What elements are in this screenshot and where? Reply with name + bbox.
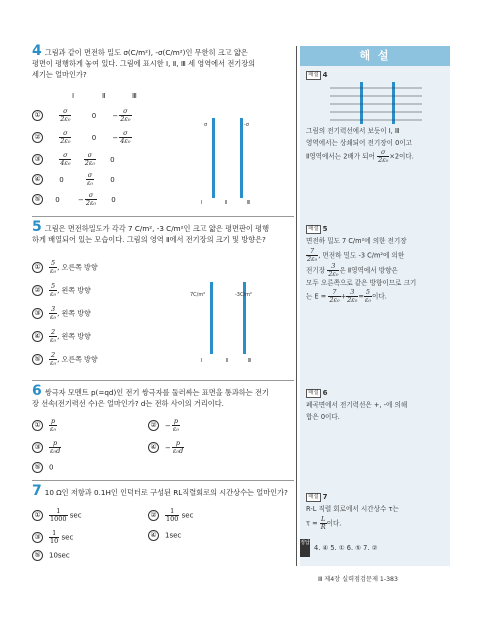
question-5-text: 5 그림은 면전하밀도가 각각 7 C/m², -3 C/m²인 크고 얇은 평면판이 평행 하게 배열되어 있는 모습이다. 그림의 영역 Ⅱ에서 전기장의 크기 및 방향은? bbox=[32, 219, 270, 244]
q6-choice-5[interactable]: ⑤ 0 bbox=[32, 462, 53, 473]
q4-choice-1[interactable]: ① $\frac{\sigma}{\text{2ε₀}}$ 0 − $\frac{\sigma}{\text{2ε₀}}$ bbox=[32, 108, 132, 123]
question-number: 4 bbox=[32, 43, 42, 59]
q6-choice-3[interactable]: ③ $\frac{p}{\text{ε₀d}}$ bbox=[32, 440, 61, 455]
col-header-3: Ⅲ bbox=[132, 92, 137, 100]
q7-choice-4[interactable]: ④ 1sec bbox=[148, 530, 181, 541]
q5-choice-3[interactable]: ③ $\frac{3}{\text{ε₀}}$ , 왼쪽 방향 bbox=[32, 306, 91, 321]
q7-choice-2[interactable]: ② $\frac{1}{100}$ sec bbox=[148, 508, 193, 523]
q4-choice-3[interactable]: ③ $\frac{\sigma}{\text{4ε₀}}$ $\frac{\sigma}{\text{2ε₀}}$ 0 bbox=[32, 152, 115, 167]
q4-choice-4[interactable]: ④ 0 $\frac{\sigma}{\text{ε₀}}$ 0 bbox=[32, 172, 115, 187]
region-label-3: Ⅲ bbox=[247, 200, 251, 206]
q7-choice-5[interactable]: ⑤ 10sec bbox=[32, 550, 70, 561]
divider bbox=[32, 480, 294, 481]
solutions-column bbox=[300, 46, 450, 566]
questions-column bbox=[32, 43, 294, 566]
column-divider bbox=[296, 46, 297, 566]
question-7-text: 7 10 Ω인 저항과 0.1H인 인덕터로 구성된 RL직렬회로의 시간상수는 얼마인가? bbox=[32, 483, 288, 499]
q6-choice-4[interactable]: ④ − $\frac{p}{\text{ε₀d}}$ bbox=[148, 440, 184, 455]
question-4 bbox=[32, 43, 294, 80]
divider bbox=[32, 216, 294, 217]
q6-choice-1[interactable]: ① $\frac{p}{\text{ε₀}}$ bbox=[32, 418, 57, 433]
solution-4-text: 그림의 전기력선에서 보듯이 Ⅰ, Ⅲ 영역에서는 상쇄되어 전기장이 0이고 Ⅱ영역에서는 2배가 되어 $\frac{\sigma}{\text{2ε₀}}$ ×2이다. bbox=[306, 127, 414, 164]
answer-bar bbox=[300, 539, 450, 557]
positive-plate bbox=[212, 118, 215, 198]
plate-label-positive: σ bbox=[204, 122, 208, 128]
plate-label-7: 7C/m² bbox=[190, 292, 206, 298]
region-label-2: Ⅱ bbox=[226, 358, 229, 364]
divider bbox=[32, 380, 294, 381]
col-header-1: Ⅰ bbox=[72, 92, 75, 100]
solution-7: 해설 7 R-L 직렬 회로에서 시간상수 τ는 τ = $\frac{L}{R}$ 이다. bbox=[306, 493, 399, 531]
plate-label-negative: -σ bbox=[244, 122, 249, 128]
q5-choice-1[interactable]: ① $\frac{5}{\text{ε₀}}$ , 오른쪽 방향 bbox=[32, 260, 98, 275]
plate-7 bbox=[210, 282, 213, 354]
q7-choice-3[interactable]: ③ $\frac{1}{10}$ sec bbox=[32, 530, 73, 545]
solution-4: 해설 4 bbox=[308, 71, 328, 79]
page-footer: Ⅲ 제4장 실력점검문제 1-383 bbox=[318, 576, 398, 583]
q4-choice-2[interactable]: ② $\frac{\sigma}{\text{2ε₀}}$ 0 − $\frac{\sigma}{\text{4ε₀}}$ bbox=[32, 130, 132, 145]
question-5 bbox=[32, 219, 294, 245]
solution-6: 해설 6 폐곡면에서 전기력선은 +, -에 의해 합은 0이다. bbox=[306, 389, 408, 421]
solution-header: 해 설 bbox=[300, 46, 450, 66]
q6-choice-2[interactable]: ② − $\frac{p}{\text{ε₀}}$ bbox=[148, 418, 180, 433]
negative-plate bbox=[240, 118, 243, 198]
q5-choice-5[interactable]: ⑤ $\frac{2}{\text{ε₀}}$ , 오른쪽 방향 bbox=[32, 352, 98, 367]
question-4-text: 4 그림과 같이 면전하 밀도 σ(C/m²), -σ(C/m²)인 무한히 크고 얇은 평면이 평행하게 놓여 있다. 그림에 표시한 Ⅰ, Ⅱ, Ⅲ 세 영역에서 전기장의 세기는 얼마인가? bbox=[32, 43, 256, 79]
q5-choice-2[interactable]: ② $\frac{5}{\text{ε₀}}$ , 왼쪽 방향 bbox=[32, 283, 91, 298]
region-label-1: Ⅰ bbox=[201, 358, 203, 364]
region-label-3: Ⅲ bbox=[248, 358, 252, 364]
field-line-diagram bbox=[330, 82, 422, 124]
q7-choice-1[interactable]: ① $\frac{1}{1000}$ sec bbox=[32, 508, 82, 523]
col-header-2: Ⅱ bbox=[102, 92, 106, 100]
question-7 bbox=[32, 483, 294, 499]
question-6 bbox=[32, 383, 294, 409]
answer-tag: 정답 bbox=[300, 539, 310, 557]
q4-choice-5[interactable]: ⑤ 0 − $\frac{\sigma}{\text{2ε₀}}$ 0 bbox=[32, 192, 116, 207]
solution-5: 해설 5 면전하 밀도 7 C/m²에 의한 전기장 $\frac{7}{\text{2ε₀}}$ , 면전하 밀도 -3 C/m²에 의한 전기장 $\frac{3}{\text{2ε₀}}$ 은 Ⅱ영역에서 방향은 모두 오른쪽으로 같은 방향이므로 크기 는 E = $\frac{7}{\text{2ε₀}}$ + $\frac{3}{\text{2ε₀}}$ = $\frac{5}{\text{ε₀}}$ 이다. bbox=[306, 225, 417, 305]
plate-label-minus3: -3C/m² bbox=[235, 292, 253, 298]
plate-negative bbox=[392, 82, 395, 124]
region-label-2: Ⅱ bbox=[225, 200, 228, 206]
question-6-text: 6 쌍극자 모멘트 p(=qd)인 전기 쌍극자를 둘러싸는 표면을 통과하는 전기 장 선속(전기력선 수)은 얼마인가? d는 전하 사이의 거리이다. bbox=[32, 383, 269, 408]
answer-text: 4. ④ 5. ① 6. ⑤ 7. ② bbox=[314, 544, 378, 552]
q5-choice-4[interactable]: ④ $\frac{2}{\text{ε₀}}$ , 왼쪽 방향 bbox=[32, 329, 91, 344]
region-label-1: Ⅰ bbox=[201, 200, 203, 206]
plate-positive bbox=[360, 82, 363, 124]
